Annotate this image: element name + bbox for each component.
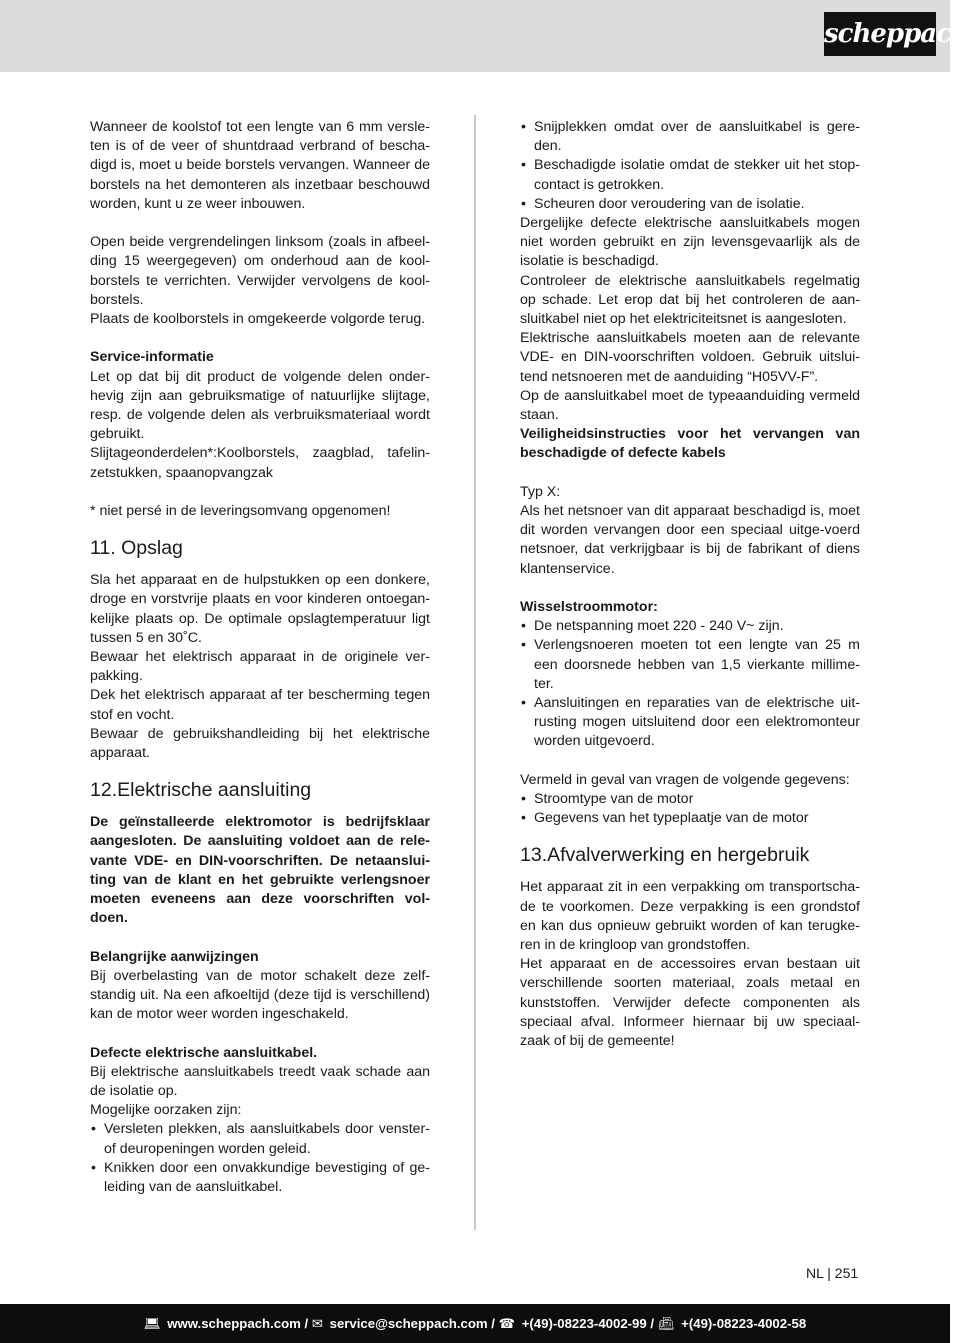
list-item: • Aansluitingen en reparaties van de elektrische uit-rusting mogen uitsluitend door een elektromonteur worden uitgevoerd. (520, 694, 860, 752)
list-item: • Stroomtype van de motor (520, 790, 860, 809)
paragraph: Bewaar het elektrisch apparaat in de originele ver-pakking. (90, 649, 430, 685)
email-icon: ✉ (311, 1316, 323, 1331)
list-item: • Beschadigde isolatie omdat de stekker uit het stop-contact is getrokken. (520, 156, 860, 194)
page-number: NL | 251 (806, 1265, 859, 1281)
paragraph: Open beide vergrendelingen linksom (zoals in afbeel-ding 15 weergegeven) om onderhoud aan de kool-borstels te verrichten. Verwijder vervolgens de kool-borstels. (90, 234, 430, 308)
page-footer (0, 1304, 950, 1343)
subheading-service: Service-informatie (90, 349, 214, 366)
subheading-wisselstroom: Wisselstroommotor: (520, 599, 658, 616)
paragraph: Plaats de koolborstels in omgekeerde volgorde terug. (90, 311, 426, 328)
fax-icon: 📠︎ (657, 1316, 675, 1331)
paragraph: Bewaar de gebruikshandleiding bij het elektrische apparaat. (90, 725, 430, 762)
list-item: • Knikken door een onvakkundige bevestiging of ge-leiding van de aansluitkabel. (90, 1159, 430, 1197)
footer-email: service@scheppach.com / (329, 1316, 495, 1331)
section-heading-11: 11. Opslag (90, 537, 183, 560)
paragraph: Het apparaat en de accessoires ervan bestaan uit verschillende soorten materiaal, zoals metaal en kunststoffen. Verwijder defecte componenten als speciaal afval. Informeer hiernaar bij uw speciaal-zaak of bij de gemeente! (520, 956, 860, 1050)
paragraph: Op de aansluitkabel moet de typeaanduiding vermeld staan. (520, 387, 860, 424)
paragraph: Bij elektrische aansluitkabels treedt vaak schade aan de isolatie op. (90, 1063, 430, 1100)
list-item: • De netspanning moet 220 - 240 V~ zijn. (520, 617, 860, 636)
list-item: • Versleten plekken, als aansluitkabels door venster-of deuropeningen worden geleid. (90, 1120, 430, 1158)
paragraph: Bij overbelasting van de motor schakelt deze zelf-standig uit. Na een afkoeltijd (deze tijd is verschillend) kan de motor weer worden ingeschakeld. (90, 967, 430, 1023)
computer-icon: 💻︎ (143, 1316, 161, 1331)
paragraph: Slijtageonderdelen*:Koolborstels, zaagblad, tafelin-zetstukken, spaanopvangzak (90, 445, 430, 481)
left-column (90, 118, 430, 1197)
scheppach-logo: scheppach (824, 12, 936, 56)
list-item: • Snijplekken omdat over de aansluitkabel is gere-den. (520, 118, 860, 156)
paragraph: Wanneer de koolstof tot een lengte van 6 mm versle-ten is of de veer of shuntdraad verbrand of bescha-digd is, moet u beide borstels vervangen. Wanneer de borstels na het demonteren als inzetbaar beschouwd worden, kunt u ze weer inbouwen. (90, 119, 430, 212)
list-item: • Gegevens van het typeplaatje van de motor (520, 809, 860, 828)
bullet-list (520, 617, 860, 751)
paragraph: Dek het elektrisch apparaat af ter bescherming tegen stof en vocht. (90, 687, 430, 723)
paragraph: Controleer de elektrische aansluitkabels regelmatig op schade. Let erop dat bij het controleren de aan-sluitkabel niet op het elektriciteitsnet is aangesloten. (520, 272, 860, 328)
paragraph: Sla het apparaat en de hulpstukken op een donkere, droge en vorstvrije plaats en voor kinderen ontoegan-kelijke plaats op. De optimale opslagtemperatuur ligt tussen 5 en 30˚C. (90, 572, 430, 646)
list-item: • Scheuren door veroudering van de isolatie. (520, 195, 860, 214)
subheading-veiligheid: Veiligheidsinstructies voor het vervangen van beschadigde of defecte kabels (520, 426, 860, 462)
footnote: * niet persé in de leveringsomvang opgenomen! (90, 503, 391, 520)
list-item: • Verlengsnoeren moeten tot een lengte van 25 m een doorsnede hebben van 1,5 vierkante millime-ter. (520, 636, 860, 694)
section-heading-12: 12.Elektrische aansluiting (90, 779, 312, 802)
footer-fax: +(49)-08223-4002-58 (681, 1316, 807, 1331)
section-heading-13: 13.Afvalverwerking en hergebruik (520, 844, 810, 867)
page-header (0, 0, 969, 72)
bullet-list (520, 118, 860, 214)
paragraph: Dergelijke defecte elektrische aansluitkabels mogen niet worden gebruikt en zijn levensgevaarlijk als de isolatie is beschadigd. (520, 215, 860, 270)
paragraph: Als het netsnoer van dit apparaat beschadigd is, moet dit worden vervangen door een speciaal uitge-voerd netsnoer, dat verkrijgbaar is bij de fabrikant of diens klantenservice. (520, 503, 860, 577)
paragraph: Het apparaat zit in een verpakking om transportscha-de te voorkomen. Deze verpakking is een grondstof en kan dus opnieuw gebruikt worden of kan terugke-ren in de kringloop van grondstoffen. (520, 879, 860, 954)
phone-icon: ☎ (498, 1316, 516, 1331)
subheading-aanwijzingen: Belangrijke aanwijzingen (90, 948, 259, 965)
footer-web: www.scheppach.com / (167, 1316, 309, 1331)
bullet-list (520, 790, 860, 828)
paragraph: Elektrische aansluitkabels moeten aan de relevante VDE- en DIN-voorschriften voldoen. Gebruik uitslui-tend netsnoeren met de aanduiding “H05VV-F”. (520, 330, 860, 385)
subheading-defect: Defecte elektrische aansluitkabel. (90, 1044, 318, 1061)
bold-paragraph: De geïnstalleerde elektromotor is bedrijfsklaar aangesloten. De aansluiting voldoet aan de rele-vante VDE- en DIN-voorschriften. De netaanslui-ting van de klant en het gebruikte verlengsnoer moeten eveneens aan deze voorschriften vol-doen. (90, 814, 430, 927)
paragraph: Let op dat bij dit product de volgende delen onder-hevig zijn aan gebruiksmatige of natuurlijke slijtage, resp. de volgende delen als verbruiksmateriaal wordt gebruikt. (90, 368, 430, 443)
paragraph: Typ X: (520, 483, 561, 500)
paragraph: Vermeld in geval van vragen de volgende gegevens: (520, 771, 850, 788)
right-column (520, 118, 860, 1051)
column-divider (474, 115, 476, 1230)
paragraph: Mogelijke oorzaken zijn: (90, 1102, 242, 1119)
footer-phone: +(49)-08223-4002-99 / (521, 1316, 655, 1331)
bullet-list (90, 1120, 430, 1197)
